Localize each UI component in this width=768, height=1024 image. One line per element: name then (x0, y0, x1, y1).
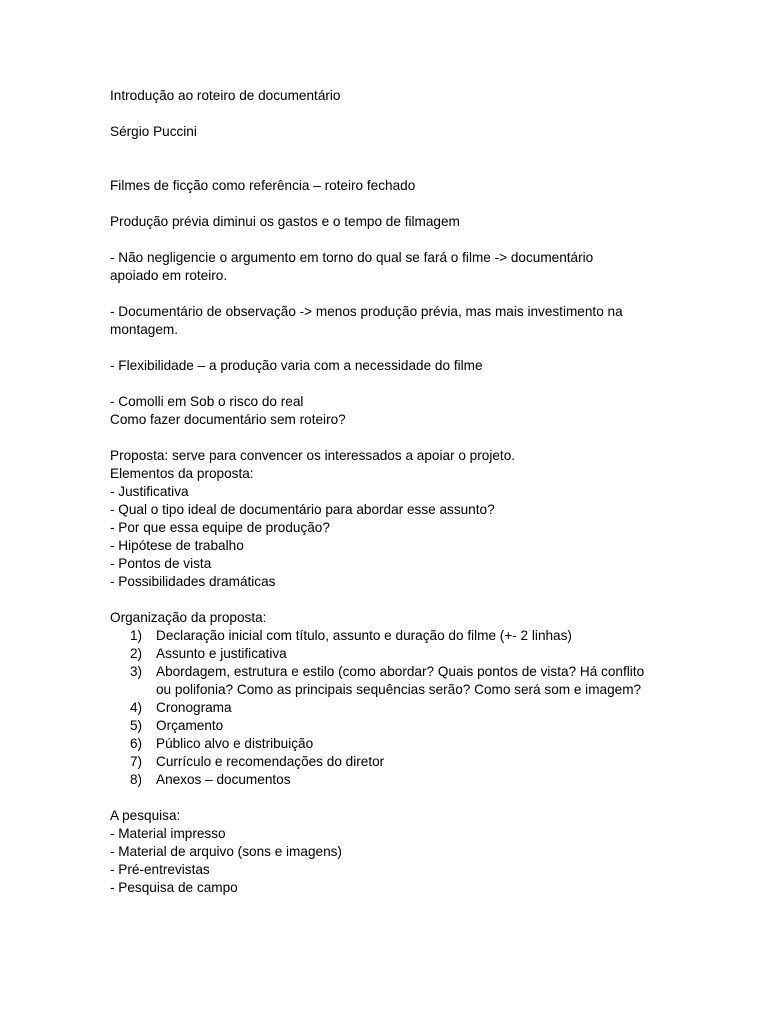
numbered-list-item (110, 663, 670, 699)
document-author: Sérgio Puccini (110, 124, 197, 139)
numbered-list-item (110, 699, 670, 717)
list-number: 4) (130, 700, 143, 715)
numbered-list-item (110, 735, 670, 753)
paragraph-ficcao: Filmes de ficção como referência – roteiro fechado (110, 178, 416, 193)
paragraph-argumento-line1: - Não negligencie o argumento em torno do qual se fará o filme -> documentário (110, 250, 594, 265)
list-text: Declaração inicial com título, assunto e duração do filme (+- 2 linhas) (156, 628, 572, 643)
paragraph-producao-previa: Produção prévia diminui os gastos e o tempo de filmagem (110, 214, 460, 229)
list-number: 2) (130, 646, 143, 661)
numbered-list-item (110, 771, 670, 789)
list-number: 5) (130, 718, 143, 733)
paragraph-proposta: Proposta: serve para convencer os interessados a apoiar o projeto. (110, 448, 516, 463)
list-item: - Justificativa (110, 484, 189, 499)
list-number: 8) (130, 772, 143, 787)
document-page (110, 87, 670, 897)
list-text: Orçamento (156, 718, 224, 733)
numbered-list-item (110, 753, 670, 771)
paragraph-observacao-line1: - Documentário de observação -> menos produção prévia, mas mais investimento na (110, 304, 623, 319)
organizacao-heading: Organização da proposta: (110, 610, 267, 625)
list-item: - Possibilidades dramáticas (110, 574, 276, 589)
list-item: - Pontos de vista (110, 556, 212, 571)
list-item: - Material impresso (110, 826, 226, 841)
numbered-list-item (110, 627, 670, 645)
elementos-heading: Elementos da proposta: (110, 466, 254, 481)
list-text: Abordagem, estrutura e estilo (como abordar? Quais pontos de vista? Há conflito ou polifonia? Como as principais sequências serão? Como será som e imagem? (156, 664, 645, 697)
list-item: - Pré-entrevistas (110, 862, 210, 877)
list-item: - Pesquisa de campo (110, 880, 238, 895)
list-text: Público alvo e distribuição (156, 736, 314, 751)
paragraph-comolli-line2: Como fazer documentário sem roteiro? (110, 412, 346, 427)
list-text: Anexos – documentos (156, 772, 291, 787)
paragraph-flexibilidade: - Flexibilidade – a produção varia com a necessidade do filme (110, 358, 483, 373)
list-item: - Material de arquivo (sons e imagens) (110, 844, 342, 859)
list-text: Cronograma (156, 700, 232, 715)
paragraph-comolli-line1: - Comolli em Sob o risco do real (110, 394, 304, 409)
list-number: 3) (130, 664, 143, 679)
numbered-list-item (110, 717, 670, 735)
document-title: Introdução ao roteiro de documentário (110, 88, 341, 103)
list-item: - Hipótese de trabalho (110, 538, 244, 553)
list-number: 6) (130, 736, 143, 751)
list-item: - Por que essa equipe de produção? (110, 520, 330, 535)
numbered-list-item (110, 645, 670, 663)
list-text: Currículo e recomendações do diretor (156, 754, 385, 769)
paragraph-argumento-line2: apoiado em roteiro. (110, 268, 228, 283)
list-number: 1) (130, 628, 143, 643)
list-text: Assunto e justificativa (156, 646, 287, 661)
paragraph-observacao-line2: montagem. (110, 322, 179, 337)
pesquisa-heading: A pesquisa: (110, 808, 181, 823)
list-item: - Qual o tipo ideal de documentário para abordar esse assunto? (110, 502, 495, 517)
list-number: 7) (130, 754, 143, 769)
